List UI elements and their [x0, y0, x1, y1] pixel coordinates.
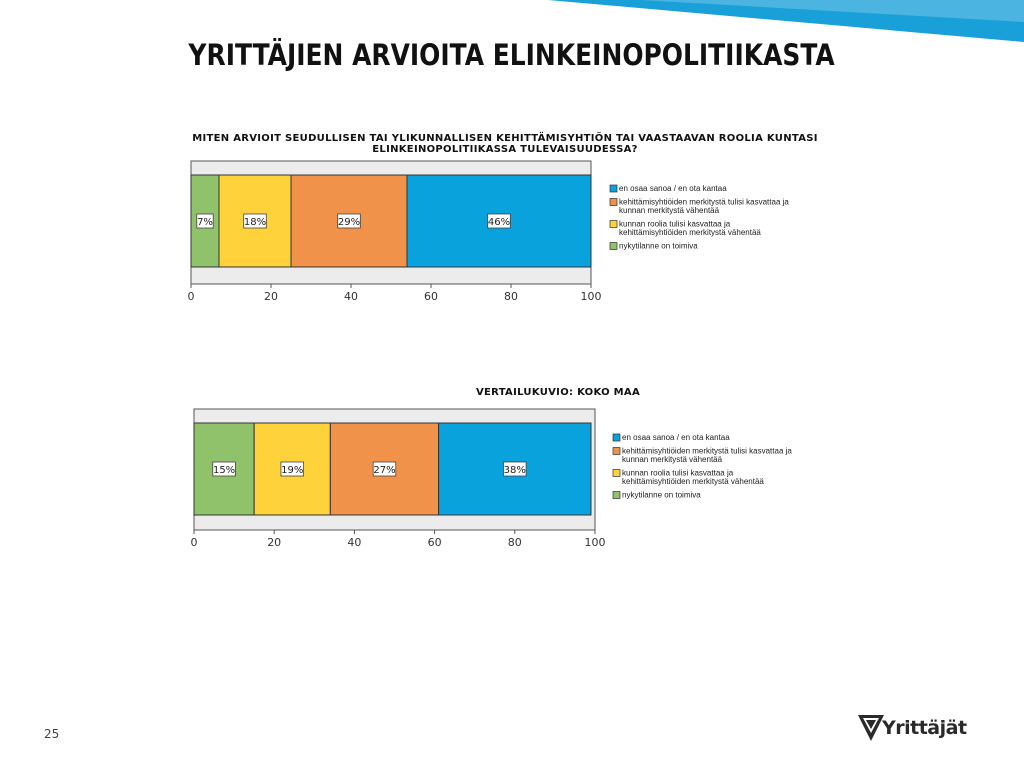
chart-1-legend-label-3-line-1: kunnan roolia tulisi kasvattaa ja: [619, 219, 731, 229]
chart-1-data-label-2: 18%: [243, 217, 267, 228]
chart-2-data-label-4: 38%: [503, 465, 526, 476]
chart-1-legend-label-2-line-1: kehittämisyhtiöiden merkitystä tulisi kasvattaa ja: [619, 197, 789, 207]
chart-2-legend-swatch-3: [613, 470, 620, 477]
chart-1-x-tick-label-2: 40: [344, 290, 358, 303]
page-number: 25: [44, 727, 60, 741]
chart-2-x-tick-label-4: 80: [507, 536, 522, 549]
chart-1-legend-label-2-line-2: kunnan merkitystä vähentää: [619, 206, 720, 215]
chart-2-x-tick-label-0: 0: [190, 536, 198, 549]
chart-2-x-tick-label-5: 100: [584, 536, 606, 549]
logo-text: Yrittäjät: [882, 717, 967, 739]
chart-1-x-tick-label-0: 0: [187, 290, 195, 303]
chart-2-title-line-1: VERTAILUKUVIO: KOKO MAA: [475, 387, 640, 398]
slide-title: YRITTÄJIEN ARVIOITA ELINKEINOPOLITIIKASTA: [188, 38, 835, 72]
chart-2-legend-swatch-4: [613, 492, 620, 499]
chart-1-title-line-1: MITEN ARVIOIT SEUDULLISEN TAI YLIKUNNALLISEN KEHITTÄMISYHTIÖN TAI VAASTAAVAN ROOLIA KUNTASI: [192, 133, 818, 144]
chart-1-x-tick-label-4: 80: [504, 290, 518, 303]
chart-1-title-line-2: ELINKEINOPOLITIIKASSA TULEVAISUUDESSA?: [372, 144, 638, 155]
chart-2-legend-label-2-line-2: kunnan merkitystä vähentää: [622, 455, 723, 464]
chart-1-data-label-1: 7%: [197, 217, 213, 228]
chart-2-legend-swatch-2: [613, 448, 620, 455]
chart-2-legend-label-3-line-2: kehittämisyhtiöiden merkitystä vähentää: [622, 477, 764, 486]
chart-1-x-tick-label-5: 100: [580, 290, 602, 303]
chart-1-legend-label-3-line-2: kehittämisyhtiöiden merkitystä vähentää: [619, 228, 761, 237]
chart-2-data-label-1: 15%: [212, 465, 236, 476]
chart-2-data-label-3: 27%: [373, 465, 396, 476]
chart-1-x-tick-label-3: 60: [424, 290, 438, 303]
chart-1-legend-label-1-line-1: en osaa sanoa / en ota kantaa: [619, 184, 727, 193]
chart-2-x-tick-label-3: 60: [427, 536, 442, 549]
chart-1-x-tick-label-1: 20: [264, 290, 278, 303]
chart-2-legend-label-2-line-1: kehittämisyhtiöiden merkitystä tulisi kasvattaa ja: [622, 446, 792, 456]
chart-1-data-label-3: 29%: [337, 217, 361, 228]
chart-2-data-label-2: 19%: [281, 465, 304, 476]
chart-2-x-tick-label-1: 20: [267, 536, 282, 549]
chart-2-legend-label-4-line-1: nykytilanne on toimiva: [622, 490, 701, 500]
logo-mark-icon: [858, 715, 884, 745]
chart-1-legend-label-4-line-1: nykytilanne on toimiva: [619, 241, 698, 251]
chart-2-x-tick-label-2: 40: [347, 536, 362, 549]
chart-2-legend-label-1-line-1: en osaa sanoa / en ota kantaa: [622, 433, 730, 442]
chart-2-legend-label-3-line-1: kunnan roolia tulisi kasvattaa ja: [622, 468, 734, 478]
chart-1-data-label-4: 46%: [487, 217, 511, 228]
brand-logo: [858, 713, 988, 747]
chart-2-legend-swatch-1: [613, 434, 620, 441]
